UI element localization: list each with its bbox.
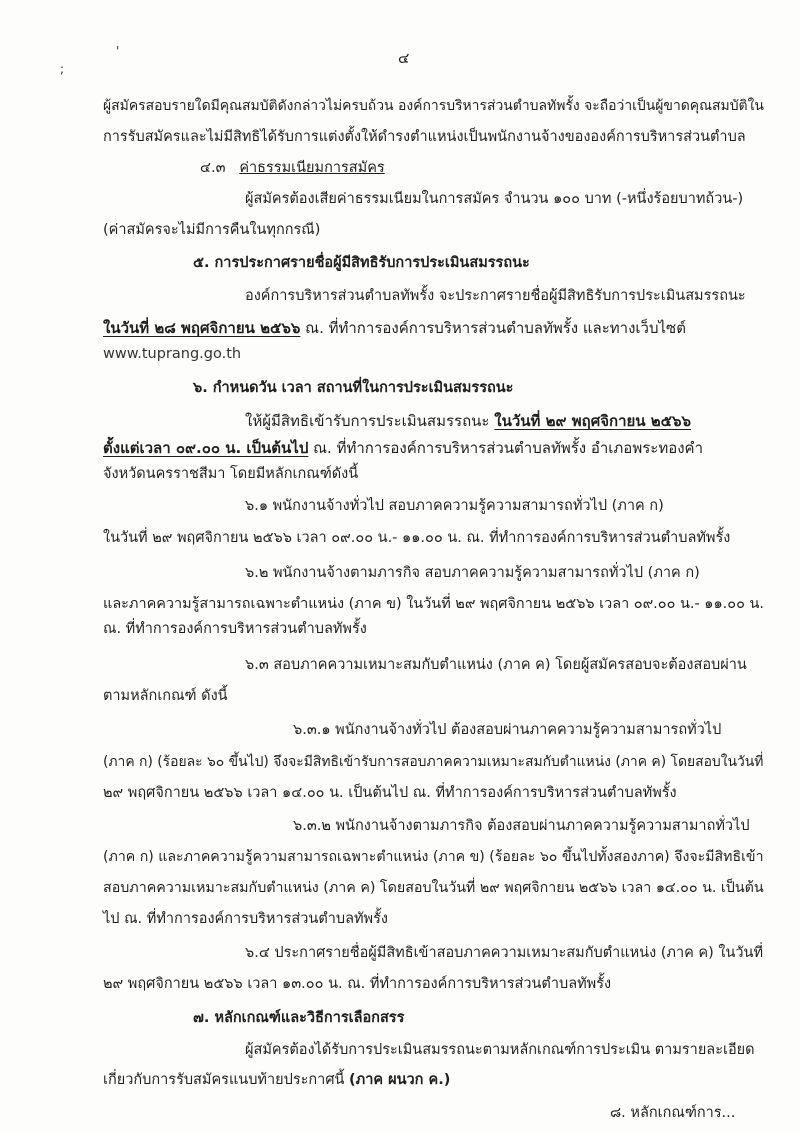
item-6-4: ๖.๔ ประกาศรายชื่อผู้มีสิทธิเข้าสอบภาคความเหมาะสมกับตำแหน่ง (ภาค ค) ในวันที่ — [245, 945, 763, 961]
assessment-place: ณ. ที่ทำการองค์การบริหารส่วนตำบลทัพรั้ง อำเภอพระทองคำ — [308, 439, 703, 457]
appendix-label: (ภาค ผนวก ค.) — [349, 1072, 451, 1088]
section-6-heading: ๖. กำหนดวัน เวลา สถานที่ในการประเมินสมรรถนะ — [193, 380, 514, 396]
next-page-continuation: ๘. หลักเกณฑ์การ... — [610, 1105, 736, 1121]
item-6-1: ๖.๑ พนักงานจ้างทั่วไป สอบภาคความรู้ความสามารถทั่วไป (ภาค ก) — [245, 498, 664, 514]
assessment-intro: ให้ผู้มีสิทธิเข้ารับการประเมินสมรรถนะ — [245, 412, 495, 430]
paragraph-line: ๒๙ พฤศจิกายน ๒๕๖๖ เวลา ๑๔.๐๐ น. เป็นต้นไป ณ. ที่ทำการองค์การบริหารส่วนตำบลทัพรั้ง — [103, 785, 677, 801]
paragraph-line: (ภาค ก) (ร้อยละ ๖๐ ขึ้นไป) จึงจะมีสิทธิเข้ารับการสอบภาคความเหมาะสมกับตำแหน่ง (ภาค ค) โดยสอบในวันที่ — [103, 754, 764, 770]
announcement-place: ณ. ที่ทำการองค์การบริหารส่วนตำบลทัพรั้ง และทางเว็บไซต์ — [300, 319, 686, 337]
paragraph-line: และภาคความรู้สามารถเฉพาะตำแหน่ง (ภาค ข) ในวันที่ ๒๙ พฤศจิกายน ๒๕๖๖ เวลา ๐๙.๐๐ น.- ๑๑.๐๐ น. — [103, 596, 764, 612]
assessment-time-line — [103, 438, 703, 458]
paragraph-line: จังหวัดนครราชสีมา โดยมีหลักเกณฑ์ดังนี้ — [103, 466, 359, 482]
paragraph-line: ตามหลักเกณฑ์ ดังนี้ — [103, 688, 228, 704]
section-7-heading: ๗. หลักเกณฑ์และวิธีการเลือกสรร — [193, 1010, 405, 1026]
subsection-number: ๔.๓ — [200, 160, 226, 176]
item-6-3-2: ๖.๓.๒ พนักงานจ้างตามภารกิจ ต้องสอบผ่านภาคความรู้ความสามาถทั่วไป — [293, 818, 750, 834]
assessment-date: ในวันที่ ๒๙ พฤศจิกายน ๒๕๖๖ — [494, 412, 692, 430]
assessment-date-line — [245, 411, 691, 431]
paragraph-line: องค์การบริหารส่วนตำบลทัพรั้ง จะประกาศรายชื่อผู้มีสิทธิรับการประเมินสมรรถนะ — [245, 288, 746, 304]
paragraph-line: ในวันที่ ๒๙ พฤศจิกายน ๒๕๖๖ เวลา ๐๙.๐๐ น.- ๑๑.๐๐ น. ณ. ที่ทำการองค์การบริหารส่วนตำบลทัพรั้ง — [103, 530, 731, 546]
website-link[interactable]: www.tuprang.go.th — [103, 346, 242, 362]
paragraph-line: ณ. ที่ทำการองค์การบริหารส่วนตำบลทัพรั้ง — [103, 621, 367, 637]
page-number: ๔ — [398, 49, 410, 67]
paragraph-line: ๒๙ พฤศจิกายน ๒๕๖๖ เวลา ๑๓.๐๐ น. ณ. ที่ทำการองค์การบริหารส่วนตำบลทัพรั้ง — [103, 976, 612, 992]
appendix-reference-line — [103, 1070, 450, 1090]
item-6-2: ๖.๒ พนักงานจ้างตามภารกิจ สอบภาคความรู้ความสามารถทั่วไป (ภาค ก) — [245, 565, 700, 581]
paragraph-line: ผู้สมัครต้องเสียค่าธรรมเนียมในการสมัคร จำนวน ๑๐๐ บาท (-หนึ่งร้อยบาทถ้วน-) — [245, 191, 744, 207]
paragraph-line: การรับสมัครและไม่มีสิทธิได้รับการแต่งตั้งให้ดำรงตำแหน่งเป็นพนักงานจ้างขององค์การบริหารส่วนตำบล — [103, 129, 746, 145]
paragraph-line: สอบภาคความเหมาะสมกับตำแหน่ง (ภาค ค) โดยสอบในวันที่ ๒๙ พฤศจิกายน ๒๕๖๖ เวลา ๑๔.๐๐ น. เป็นต้น — [103, 880, 764, 896]
scan-mark: ' — [116, 44, 120, 58]
subsection-title: ค่าธรรมเนียมการสมัคร — [239, 160, 385, 176]
announcement-date-line — [103, 318, 686, 338]
section-5-heading: ๕. การประกาศรายชื่อผู้มีสิทธิรับการประเมินสมรรถนะ — [193, 255, 530, 271]
item-6-3: ๖.๓ สอบภาคความเหมาะสมกับตำแหน่ง (ภาค ค) โดยผู้สมัครสอบจะต้องสอบผ่าน — [245, 657, 747, 673]
subsection-4-3 — [200, 158, 385, 178]
paragraph-line: (ค่าสมัครจะไม่มีการคืนในทุกกรณี) — [103, 222, 321, 238]
assessment-time: ตั้งแต่เวลา ๐๙.๐๐ น. เป็นต้นไป — [103, 439, 309, 457]
scan-mark: ; — [60, 62, 65, 76]
item-6-3-1: ๖.๓.๑ พนักงานจ้างทั่วไป ต้องสอบผ่านภาคความรู้ความสามารถทั่วไป — [293, 722, 722, 738]
paragraph-line: ไป ณ. ที่ทำการองค์การบริหารส่วนตำบลทัพรั้ง — [103, 911, 388, 927]
paragraph-line: (ภาค ก) และภาคความรู้ความสามารถเฉพาะตำแหน่ง (ภาค ข) (ร้อยละ ๖๐ ขึ้นไปทั้งสองภาค) จึงจะมีสิทธิเข้า — [103, 849, 764, 865]
appendix-intro: เกี่ยวกับการรับสมัครแนบท้ายประกาศนี้ — [103, 1072, 350, 1088]
announcement-date: ในวันที่ ๒๘ พฤศจิกายน ๒๕๖๖ — [103, 319, 301, 337]
paragraph-line: ผู้สมัครสอบรายใดมีคุณสมบัติดังกล่าวไม่ครบถ้วน องค์การบริหารส่วนตำบลทัพรั้ง จะถือว่าเป็นผู้ขาดคุณสมบัติใน — [103, 98, 764, 114]
paragraph-line: ผู้สมัครต้องได้รับการประเมินสมรรถนะตามหลักเกณฑ์การประเมิน ตามรายละเอียด — [245, 1042, 755, 1058]
